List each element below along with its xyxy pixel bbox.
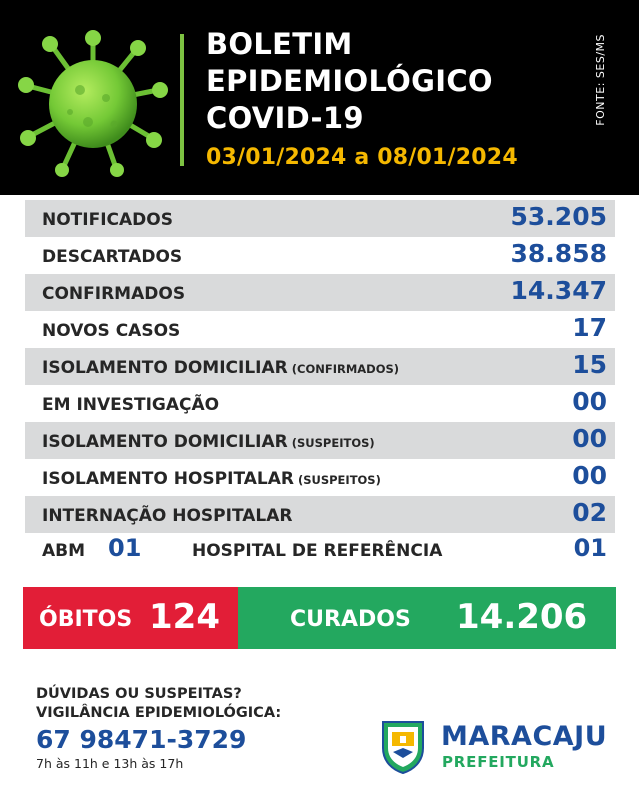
stat-row-notificados [25,200,615,237]
curados-label: CURADOS [290,607,411,632]
curados-box [238,587,616,649]
stat-label: NOVOS CASOS [42,321,181,341]
abm-value: 01 [108,534,142,562]
accent-divider [180,34,184,166]
hospital-referencia-value: 01 [573,534,607,562]
obitos-label: ÓBITOS [39,607,133,632]
obitos-box [23,587,238,649]
obitos-value: 124 [149,597,220,637]
stat-label: ISOLAMENTO DOMICILIAR (SUSPEITOS) [42,432,375,452]
contact-hours: 7h às 11h e 13h às 17h [36,756,184,771]
stat-value: 00 [572,387,607,416]
hospital-referencia-label: HOSPITAL DE REFERÊNCIA [192,541,443,561]
title-line-1: BOLETIM [206,27,353,61]
stat-row-em-investigacao [25,385,615,422]
contact-department: VIGILÂNCIA EPIDEMIOLÓGICA: [36,705,282,721]
virus-icon [18,28,168,178]
stat-row-descartados [25,237,615,274]
stat-value: 17 [572,313,607,342]
contact-question: DÚVIDAS OU SUSPEITAS? [36,686,242,702]
logo-name: MARACAJU [441,721,608,752]
stat-row-isolamento-hospitalar-suspeitos [25,459,615,496]
stat-row-novos-casos [25,311,615,348]
stat-label: DESCARTADOS [42,247,183,267]
stat-value: 15 [572,350,607,379]
bulletin-title [206,26,493,137]
stat-row-confirmados [25,274,615,311]
stat-label: ISOLAMENTO HOSPITALAR (SUSPEITOS) [42,469,381,489]
stat-value: 00 [572,461,607,490]
stat-label: INTERNAÇÃO HOSPITALAR [42,506,293,526]
source-label: FONTE: SES/MS [594,34,607,126]
logo-subtitle: PREFEITURA [442,753,555,771]
stat-label: CONFIRMADOS [42,284,186,304]
stats-table [25,200,615,533]
stat-note: (CONFIRMADOS) [291,362,400,376]
stat-note: (SUSPEITOS) [291,436,375,450]
city-crest-icon [379,718,427,774]
stat-row-internacao-hospitalar [25,496,615,533]
curados-value: 14.206 [456,597,588,637]
title-line-3: COVID-19 [206,101,364,135]
stat-value: 02 [572,498,607,527]
stat-value: 14.347 [510,276,607,305]
header-banner [0,0,639,195]
stat-label: ISOLAMENTO DOMICILIAR (CONFIRMADOS) [42,358,400,378]
abm-row [25,533,615,567]
stat-note: (SUSPEITOS) [297,473,381,487]
contact-phone[interactable]: 67 98471-3729 [36,725,247,754]
stat-value: 00 [572,424,607,453]
contact-info [36,685,281,771]
stat-row-isolamento-domiciliar-suspeitos [25,422,615,459]
stat-label: EM INVESTIGAÇÃO [42,395,220,415]
abm-label: ABM [42,541,86,561]
stat-label: NOTIFICADOS [42,210,173,230]
stat-value: 38.858 [510,239,607,268]
stat-row-isolamento-domiciliar-confirmados [25,348,615,385]
stat-value: 53.205 [510,202,607,231]
title-line-2: EPIDEMIOLÓGICO [206,64,493,98]
date-range: 03/01/2024 a 08/01/2024 [206,145,518,170]
